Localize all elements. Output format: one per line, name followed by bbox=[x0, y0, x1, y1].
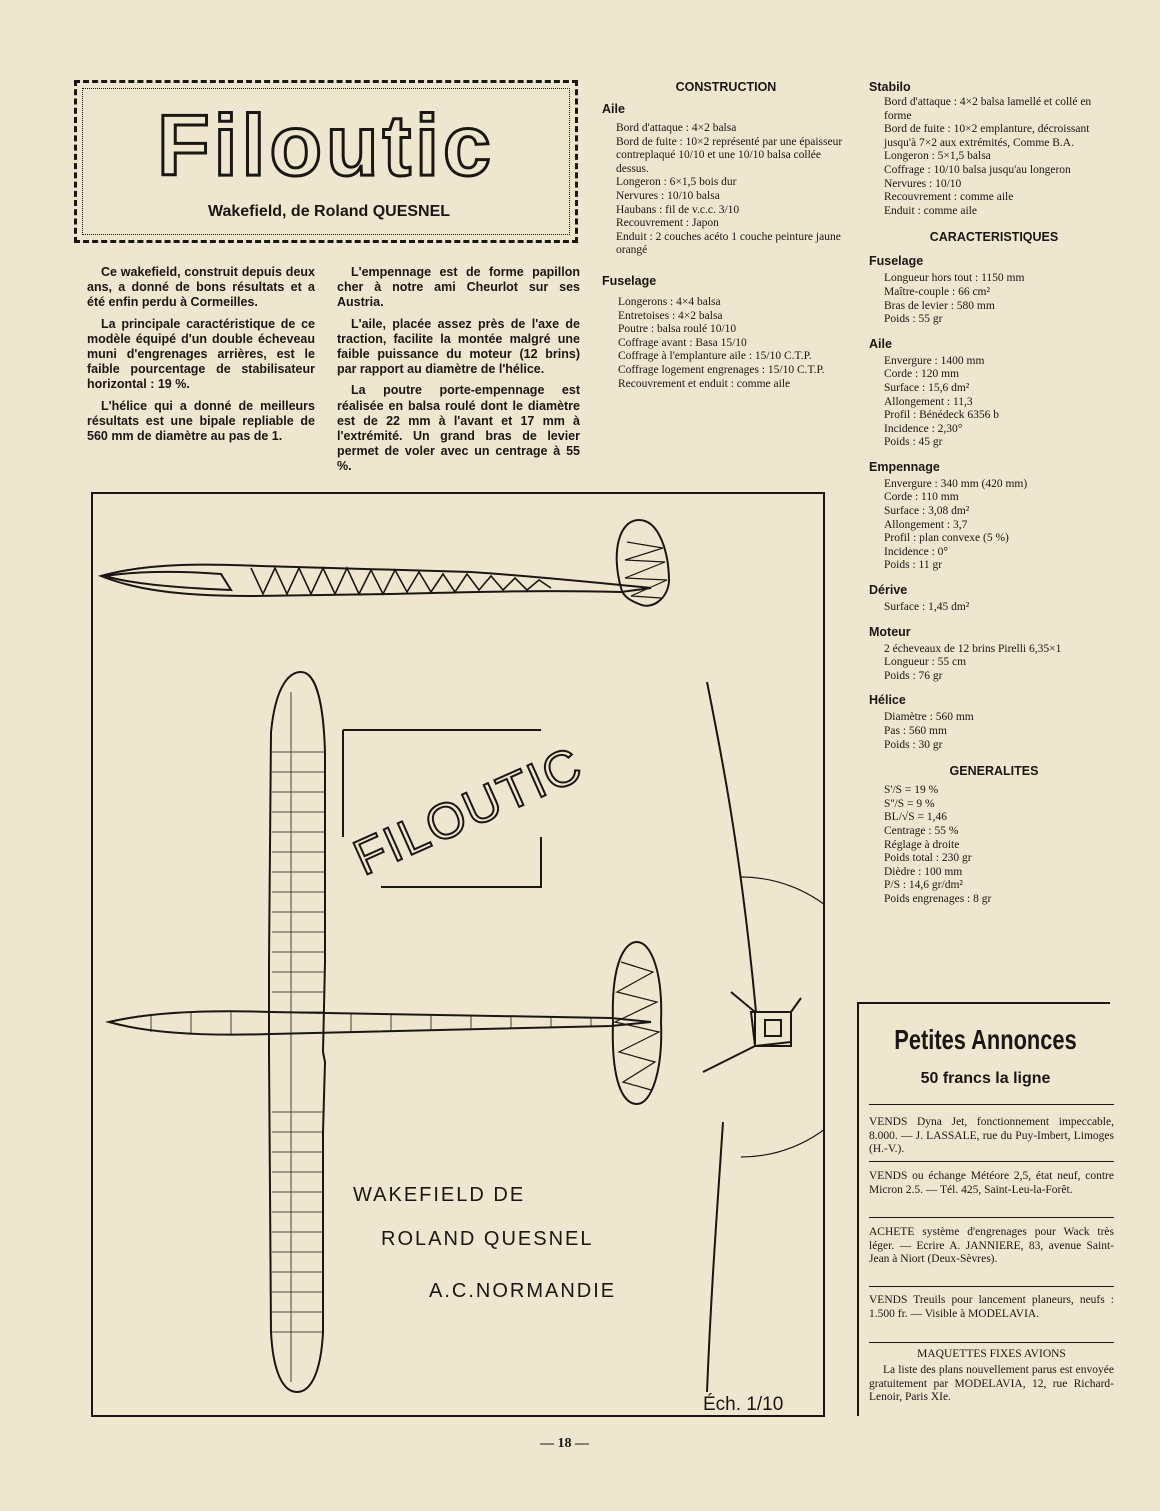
spec-line: Centrage : 55 % bbox=[884, 824, 959, 837]
wing-ribs bbox=[272, 692, 324, 1382]
aile-construction-list bbox=[602, 122, 850, 258]
intro-paragraph: L'hélice qui a donné de meilleurs résultats est une bipale repliable de 560 mm de diamètre au pas de 1. bbox=[87, 398, 315, 444]
ad-item: VENDS ou échange Météore 2,5, état neuf, contre Micron 2.5. — Tél. 425, Saint-Leu-la-Forêt. bbox=[869, 1170, 1114, 1196]
carac-helice-heading: Hélice bbox=[869, 693, 906, 708]
spec-line: P/S : 14,6 gr/dm² bbox=[884, 879, 963, 892]
spec-line: Nervures : 10/10 bbox=[884, 177, 962, 190]
tail-truss bbox=[615, 962, 659, 1090]
spec-line: Bras de levier : 580 mm bbox=[884, 299, 995, 312]
spec-line: Longeron : 6×1,5 bois dur bbox=[616, 176, 737, 189]
fuselage-heading: Fuselage bbox=[602, 273, 657, 288]
spec-line: Entretoises : 4×2 balsa bbox=[618, 309, 723, 322]
spec-line: Surface : 1,45 dm² bbox=[884, 601, 970, 614]
fuselage-construction-list bbox=[602, 296, 850, 391]
intro-paragraph: Ce wakefield, construit depuis deux ans, a donné de bons résultats et a été enfin perdu à Cormeilles. bbox=[87, 265, 315, 310]
side-fin bbox=[617, 520, 669, 606]
carac-empennage-heading: Empennage bbox=[869, 459, 940, 474]
spec-line: Bord de fuite : 10×2 représenté par une épaisseur contreplaqué 10/10 et une 10/10 balsa collée dessus. bbox=[616, 135, 843, 175]
spec-line: Corde : 120 mm bbox=[884, 368, 960, 381]
spec-line: Surface : 3,08 dm² bbox=[884, 505, 970, 518]
intro-paragraph: La principale caractéristique de ce modèle équipé d'un double écheveau muni d'engrenages arrières, est le faible pourcentage de stabilisateur horizontal : 19 %. bbox=[87, 316, 315, 392]
spec-line: Poids : 30 gr bbox=[884, 738, 943, 751]
side-nose bbox=[105, 572, 231, 590]
intro-column-1 bbox=[87, 265, 315, 450]
intro-paragraph: La poutre porte-empennage est réalisée en balsa roulé dont le diamètre est de 22 mm à l'avant et 17 mm à l'extrémité. Un grand bras de levier permet de voler avec un centrage à 55 %. bbox=[337, 383, 580, 474]
carac-fuselage-list bbox=[869, 272, 1119, 326]
spec-line: Poids : 11 gr bbox=[884, 559, 943, 572]
spec-line: Longueur : 55 cm bbox=[884, 656, 967, 669]
intro-paragraph: L'aile, placée assez près de l'axe de traction, facilite la montée malgré une faible puissance du moteur (12 brins) par rapport au diamètre de l'hélice. bbox=[337, 316, 580, 377]
spec-line: Profil : plan convexe (5 %) bbox=[884, 532, 1009, 545]
side-fin-truss bbox=[625, 542, 667, 598]
propeller-disc bbox=[741, 877, 825, 1157]
carac-aile-heading: Aile bbox=[869, 336, 892, 351]
article-subtitle: Wakefield, de Roland QUESNEL bbox=[207, 203, 451, 220]
construction-section bbox=[602, 80, 850, 391]
carac-aile-list bbox=[869, 355, 1119, 450]
carac-helice-list bbox=[869, 711, 1119, 752]
ads-title: Petites Annonces bbox=[894, 1024, 1077, 1055]
ads-divider bbox=[869, 1286, 1114, 1287]
spec-line: Coffrage à l'emplanture aile : 15/10 C.T.P. bbox=[618, 350, 812, 363]
spec-line: Incidence : 0° bbox=[884, 545, 948, 558]
spec-line: Incidence : 2,30° bbox=[884, 422, 963, 435]
plane-drawing bbox=[91, 492, 825, 1417]
spec-line: Coffrage logement engrenages : 15/10 C.T.P. bbox=[618, 363, 825, 376]
ad-last-text: La liste des plans nouvellement parus est envoyée gratuitement par MODELAVIA, 12, rue Richard-Lenoir, Paris XIe. bbox=[869, 1364, 1114, 1403]
carac-moteur-list bbox=[869, 643, 1119, 684]
carac-derive-list bbox=[869, 601, 1119, 615]
title-box bbox=[74, 80, 578, 243]
spec-line: Poids total : 230 gr bbox=[884, 852, 972, 865]
drawing-caption-3: A.C.NORMANDIE bbox=[429, 1280, 617, 1302]
spec-line: Bord de fuite : 10×2 emplanture, décroissant jusqu'à 7×2 aux extrémités, Comme B.A. bbox=[884, 123, 1090, 149]
spec-line: Pas : 560 mm bbox=[884, 725, 947, 737]
ads-price: 50 francs la ligne bbox=[920, 1070, 1051, 1087]
spec-line: Coffrage avant : Basa 15/10 bbox=[618, 336, 747, 349]
front-strut-1 bbox=[751, 1012, 791, 1046]
spec-line: Surface : 15,6 dm² bbox=[884, 381, 970, 394]
carac-empennage-list bbox=[869, 478, 1119, 573]
drawing-logo: FILOUTIC bbox=[345, 735, 591, 887]
spec-line: Nervures : 10/10 balsa bbox=[616, 189, 720, 202]
top-fuselage bbox=[109, 1011, 651, 1034]
spec-line: Réglage à droite bbox=[884, 838, 960, 851]
spec-line: Envergure : 340 mm (420 mm) bbox=[884, 477, 1028, 490]
spec-line: Enduit : comme aile bbox=[884, 204, 977, 217]
carac-moteur-heading: Moteur bbox=[869, 624, 911, 639]
spec-line: Haubans : fil de v.c.c. 3/10 bbox=[616, 203, 740, 216]
spec-line: Envergure : 1400 mm bbox=[884, 354, 985, 367]
generalites-list bbox=[869, 784, 1119, 906]
side-fuselage-truss bbox=[251, 568, 551, 594]
spec-line: Recouvrement : comme aile bbox=[884, 191, 1014, 204]
spec-line: 2 écheveaux de 12 brins Pirelli 6,35×1 bbox=[884, 642, 1062, 655]
characteristics-column bbox=[869, 80, 1119, 907]
ad-item: ACHETE système d'engrenages pour Wack très léger. — Ecrire A. JANNIERE, 83, avenue Saint-Jean à Niort (Deux-Sèvres). bbox=[869, 1226, 1114, 1265]
drawing-caption-2: ROLAND QUESNEL bbox=[381, 1228, 594, 1250]
intro-paragraph: L'empennage est de forme papillon cher à notre ami Cheurlot sur ses Austria. bbox=[337, 265, 580, 310]
ad-item: VENDS Dyna Jet, fonctionnement impeccable, 8.000. — J. LASSALE, rue du Puy-Imbert, Limoges (H.-V.). bbox=[869, 1116, 1114, 1155]
spec-line: Recouvrement et enduit : comme aile bbox=[618, 377, 791, 390]
front-fuselage bbox=[755, 1012, 791, 1046]
stabilo-heading: Stabilo bbox=[869, 80, 911, 94]
spec-line: Longeron : 5×1,5 balsa bbox=[884, 150, 991, 163]
spec-line: Corde : 110 mm bbox=[884, 491, 959, 504]
classified-ads-box bbox=[857, 1002, 1114, 1416]
spec-line: Bord d'attaque : 4×2 balsa lamellé et collé en forme bbox=[884, 96, 1092, 122]
spec-line: Poids : 55 gr bbox=[884, 313, 943, 326]
caracteristiques-heading: CARACTERISTIQUES bbox=[929, 230, 1059, 245]
spec-line: Poids : 76 gr bbox=[884, 669, 943, 682]
front-strut-2 bbox=[731, 992, 755, 1012]
spec-line: Dièdre : 100 mm bbox=[884, 865, 963, 878]
construction-heading: CONSTRUCTION bbox=[675, 80, 777, 94]
front-wing-right bbox=[707, 682, 756, 1012]
spec-line: Poids engrenages : 8 gr bbox=[884, 892, 992, 905]
spec-line: Allongement : 11,3 bbox=[884, 395, 973, 408]
spec-line: Diamètre : 560 mm bbox=[884, 711, 974, 724]
spec-line: S'/S = 19 % bbox=[884, 784, 939, 797]
ads-divider bbox=[869, 1217, 1114, 1218]
spec-line: Longueur hors tout : 1150 mm bbox=[884, 272, 1025, 285]
carac-derive-heading: Dérive bbox=[869, 583, 908, 598]
caracteristiques-groups bbox=[869, 254, 1119, 752]
intro-column-2 bbox=[337, 265, 580, 481]
ad-last-title: MAQUETTES FIXES AVIONS bbox=[917, 1348, 1066, 1360]
front-wing-left bbox=[707, 1122, 723, 1392]
ads-divider bbox=[869, 1161, 1114, 1162]
front-strut-4 bbox=[791, 998, 801, 1012]
spec-line: Profil : Bénédeck 6356 b bbox=[884, 409, 999, 422]
spec-line: Longerons : 4×4 balsa bbox=[618, 295, 721, 308]
spec-line: Bord d'attaque : 4×2 balsa bbox=[616, 122, 737, 134]
front-strut-3 bbox=[703, 1046, 755, 1072]
spec-line: Coffrage : 10/10 balsa jusqu'au longeron bbox=[884, 163, 1071, 176]
page-number: — 18 — bbox=[540, 1436, 589, 1451]
ad-item: VENDS Treuils pour lancement planeurs, neufs : 1.500 fr. — Visible à MODELAVIA. bbox=[869, 1294, 1114, 1320]
ads-divider bbox=[869, 1104, 1114, 1105]
spec-line: Poids : 45 gr bbox=[884, 436, 943, 449]
drawing-caption-1: WAKEFIELD DE bbox=[353, 1184, 526, 1206]
spec-line: Maître-couple : 66 cm² bbox=[884, 285, 990, 298]
spec-line: BL/√S = 1,46 bbox=[884, 811, 947, 824]
generalites-heading: GENERALITES bbox=[949, 764, 1039, 779]
plan-drawing-frame bbox=[91, 492, 825, 1417]
spec-line: Allongement : 3,7 bbox=[884, 518, 968, 531]
article-title: Filoutic bbox=[157, 98, 495, 194]
spec-line: Poutre : balsa roulé 10/10 bbox=[618, 323, 737, 336]
carac-fuselage-heading: Fuselage bbox=[869, 254, 924, 269]
spec-line: Recouvrement : Japon bbox=[616, 217, 719, 230]
stabilo-list bbox=[869, 96, 1119, 218]
ads-divider bbox=[869, 1342, 1114, 1343]
spec-line: Enduit : 2 couches acéto 1 couche peinture jaune orangé bbox=[616, 230, 841, 257]
drawing-scale: Éch. 1/10 bbox=[703, 1394, 784, 1415]
spec-line: S''/S = 9 % bbox=[884, 797, 935, 810]
aile-heading: Aile bbox=[602, 102, 625, 116]
